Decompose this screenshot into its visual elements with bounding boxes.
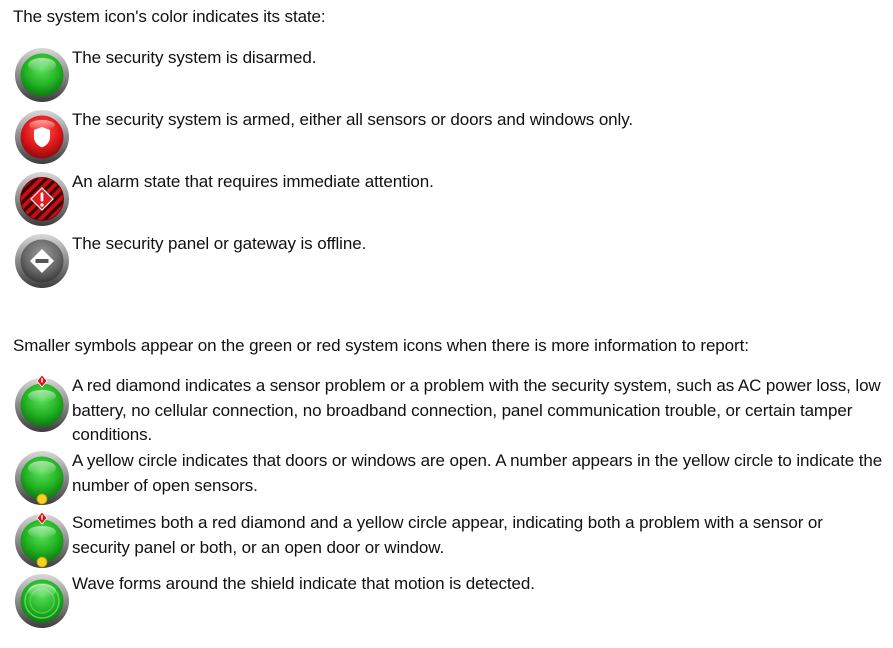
- symbol-description: Wave forms around the shield indicate that motion is detected.: [72, 574, 535, 593]
- offline-gray-icon: [13, 232, 71, 290]
- motion-wave-icon: [13, 572, 71, 630]
- symbol-description: A yellow circle indicates that doors or windows are open. A number appears in the yellow circle to indicate the number of open sensors.: [72, 451, 883, 495]
- symbols-heading: Smaller symbols appear on the green or red system icons when there is more information to report:: [13, 336, 749, 355]
- red-diamond-and-yellow-circle-icon: [13, 511, 71, 569]
- state-description: The security panel or gateway is offline.: [72, 234, 367, 253]
- intro-heading: The system icon's color indicates its state:: [13, 7, 326, 26]
- disarmed-green-icon: [13, 46, 71, 104]
- symbol-description: A red diamond indicates a sensor problem or a problem with the security system, such as AC power loss, low battery, no cellular connection, no broadband connection, panel communication trouble, or certain tamper conditions.: [72, 376, 881, 444]
- symbol-description: Sometimes both a red diamond and a yellow circle appear, indicating both a problem with a sensor or security panel or both, or an open door or window.: [72, 513, 823, 557]
- yellow-circle-badge-icon: [13, 449, 71, 507]
- state-description: The security system is disarmed.: [72, 48, 317, 67]
- armed-red-shield-icon: [13, 108, 71, 166]
- alarm-striped-red-icon: [13, 170, 71, 228]
- red-diamond-badge-icon: [13, 374, 71, 432]
- state-description: The security system is armed, either all sensors or doors and windows only.: [72, 110, 633, 129]
- state-description: An alarm state that requires immediate attention.: [72, 172, 434, 191]
